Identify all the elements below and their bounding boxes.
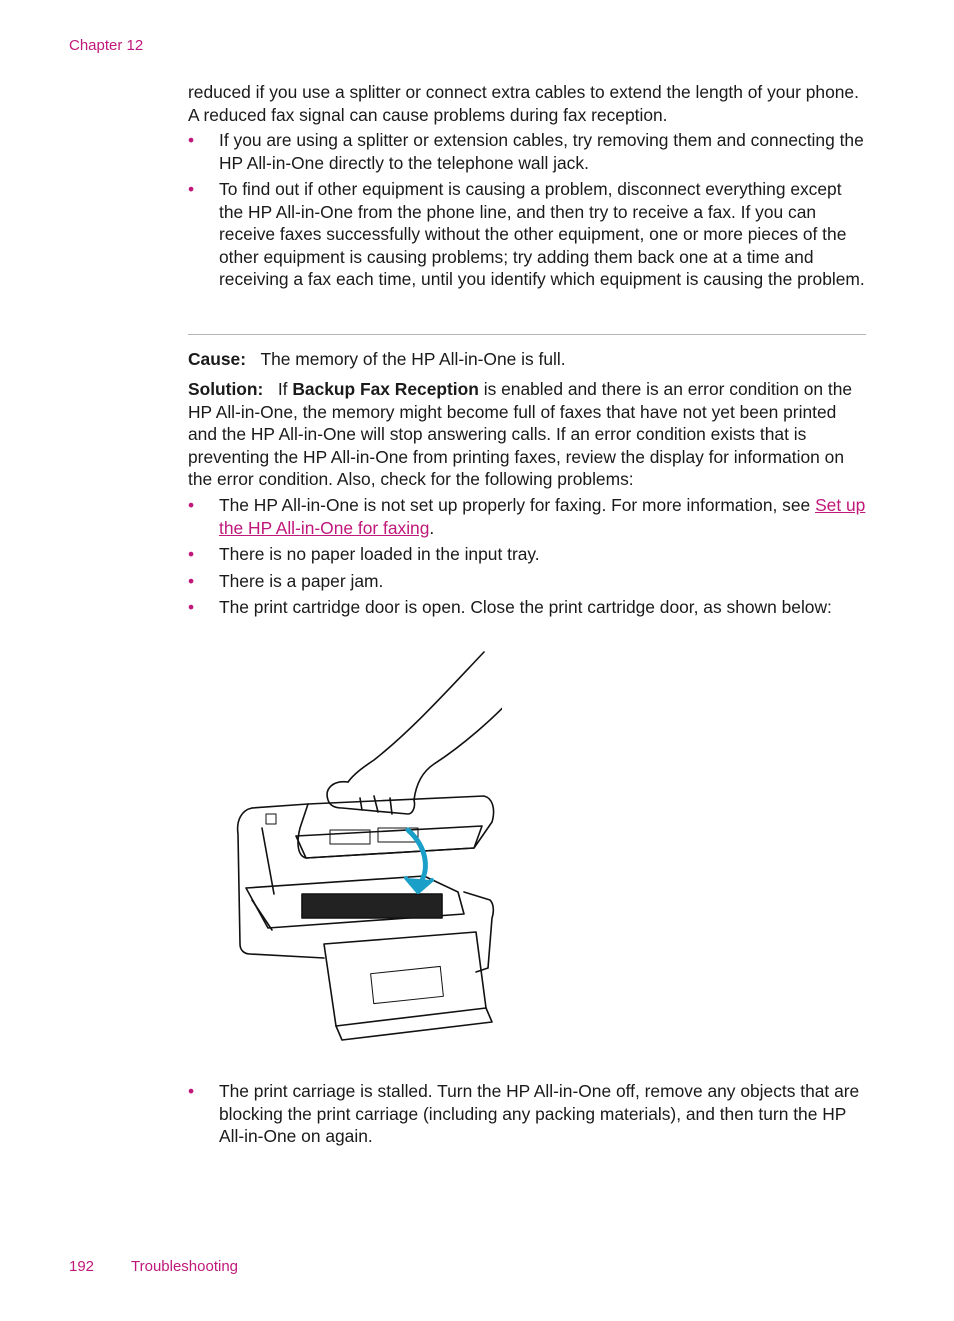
cause-paragraph [188,348,868,371]
hand-outline [327,782,414,814]
bullet-text-pre: The HP All-in-One is not set up properly for faxing. For more information, see [219,495,816,515]
page-number: 192 [69,1258,95,1275]
cartridge-bay [252,900,272,930]
setup-fax-link[interactable]: Set up the HP All-in-One for faxing [219,495,866,538]
bullet-marker: • [188,495,195,515]
bullet-text-post: . [429,517,435,538]
paper-sheet [371,966,444,1003]
intro-paragraph: reduced if you use a splitter or connect extra cables to extend the length of your phone. A reduced fax signal can cause problems during fax reception. [188,82,859,125]
paper-tray [324,932,486,1026]
bullet-text: There is no paper loaded in the input tray. [219,544,540,564]
bullet-text: To find out if other equipment is causing a problem, disconnect everything except the HP All-in-One from the phone line, and then try to receive a fax. If you can receive faxes successfully without the other equipment, one or more pieces of the other equipment is causing problems; try adding them back one at a time and receiving a fax each time, until you identify which equipment is causing the problem. [219,179,865,290]
solution-paragraph [188,378,868,491]
bullet-marker: • [188,571,195,591]
bullet-marker: • [188,597,195,617]
footer-section: Troubleshooting [131,1258,239,1275]
paper-tray [336,1008,492,1040]
close-door-arrow-icon [406,878,432,892]
bullet-marker: • [188,179,195,199]
bullet-marker: • [188,1081,195,1101]
hp-logo [266,814,276,824]
arm-outline [348,652,484,782]
backup-fax-reception-term: Backup Fax Reception [292,379,479,399]
bullet-text: There is a paper jam. [219,571,384,591]
solution-text-post: is enabled and there is an error condition on the HP All-in-One, the memory might become full of faxes that have not yet been printed and the HP All-in-One will stop answering calls. If an error condition exists that is preventing the HP All-in-One from printing faxes, review the display for information on the error condition. Also, check for the following problems: [188,379,853,490]
bullet-marker: • [188,544,195,564]
printer-door-illustration [212,648,502,1044]
printer-body [262,828,274,894]
bullet-text: The print carriage is stalled. Turn the HP All-in-One off, remove any objects that are blocking the print carriage (including any packing materials), and then turn the HP All-in-One on again. [219,1081,860,1147]
solution-label: Solution: [188,379,264,399]
bullet-text: If you are using a splitter or extension cables, try removing them and connecting the HP All-in-One directly to the telephone wall jack. [219,130,864,173]
cause-text: The memory of the HP All-in-One is full. [260,349,566,369]
chapter-header: Chapter 12 [69,37,144,54]
solution-text-pre: If [277,379,293,399]
cause-label: Cause: [188,349,246,369]
bullet-text [219,494,869,539]
print-carriage [302,894,442,918]
printer-body [252,804,308,808]
section-divider [188,334,866,335]
bullet-marker: • [188,130,195,150]
bullet-text: The print cartridge door is open. Close the print cartridge door, as shown below: [219,597,832,617]
